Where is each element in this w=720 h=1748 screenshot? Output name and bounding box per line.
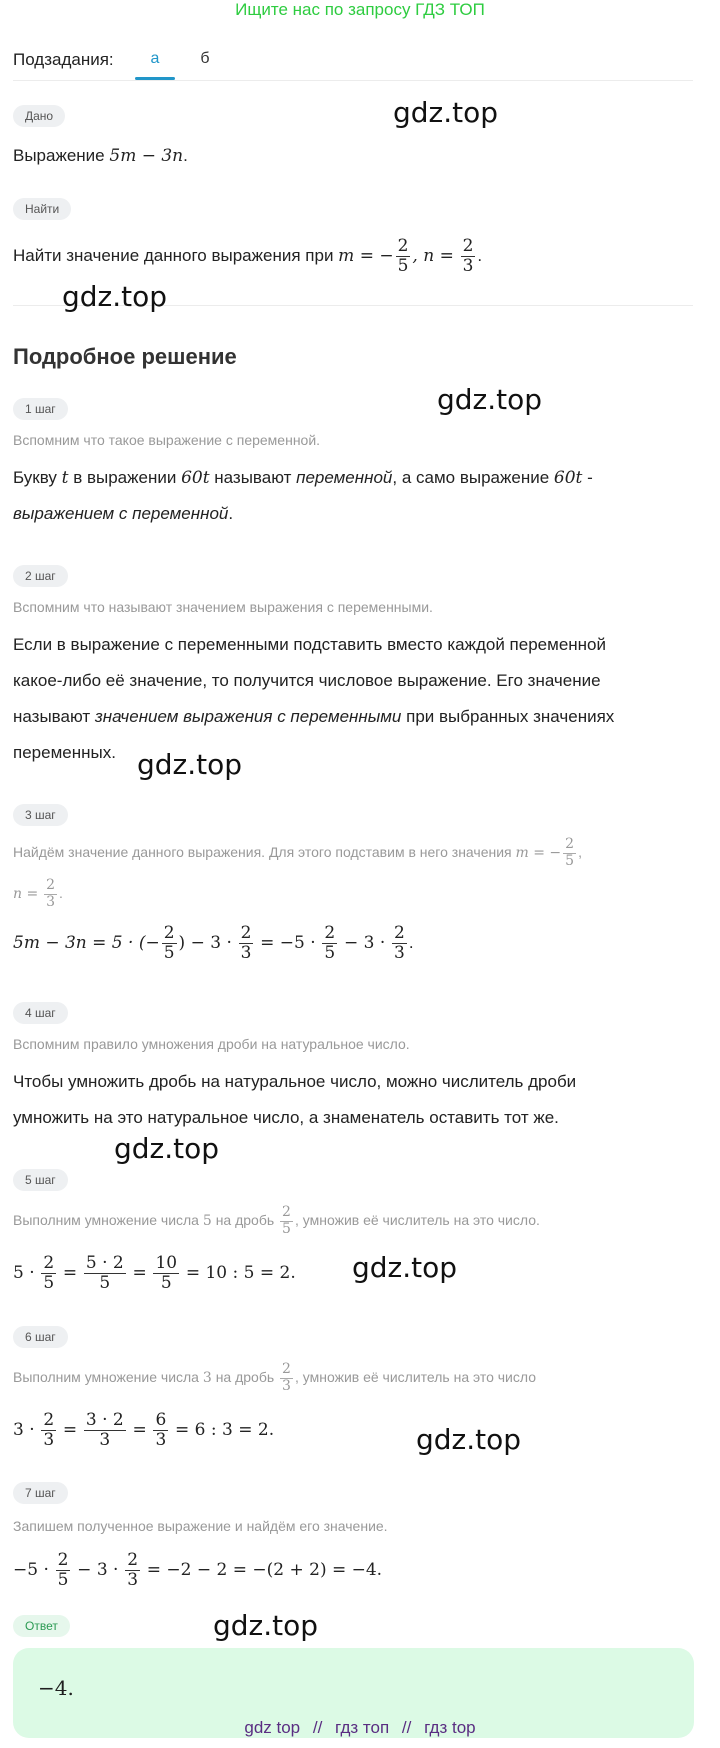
footer-link[interactable]: гдз top	[424, 1718, 476, 1737]
watermark: gdz.top	[437, 383, 543, 416]
step-5-badge: 5 шаг	[13, 1169, 68, 1191]
step-1-hint: Вспомним что такое выражение с переменной.	[13, 432, 321, 448]
divider	[13, 80, 693, 81]
step-1-text: Букву t в выражении 60t называют переменной, а само выражение 60t - выражением с переменной.	[13, 468, 593, 523]
answer-badge: Ответ	[13, 1615, 70, 1637]
step-4-badge: 4 шаг	[13, 1002, 68, 1024]
step-3-formula: 5m − 3n = 5 · (− $\frac{2}{5}$ ) − 3 · $\frac{2}{3}$ = −5 · $\frac{2}{5}$ − 3 · $\frac{2}{3}$ .	[13, 923, 414, 964]
tab-a[interactable]: а	[150, 50, 160, 67]
answer-value: −4.	[38, 1676, 74, 1700]
step-7-badge: 7 шаг	[13, 1482, 68, 1504]
step-5-hint: Выполним умножение числа 5 на дробь $\frac{2}{5}$ , умножив её числитель на это число.	[13, 1204, 540, 1237]
footer-link[interactable]: gdz top	[244, 1718, 301, 1737]
tab-b[interactable]: б	[200, 50, 210, 67]
subtasks-label: Подзадания:	[13, 50, 114, 69]
step-2-hint: Вспомним что называют значением выражения с переменными.	[13, 599, 433, 615]
footer: gdz top // гдз топ // гдз top	[244, 1718, 476, 1737]
watermark: gdz.top	[62, 280, 168, 313]
find-text: Найти значение данного выражения при m = − $\frac{2}{5}$ , n = $\frac{2}{3}$ .	[13, 236, 483, 277]
watermark: gdz.top	[393, 96, 499, 129]
watermark: gdz.top	[416, 1423, 522, 1456]
find-badge: Найти	[13, 198, 71, 220]
step-6-badge: 6 шаг	[13, 1326, 68, 1348]
step-2-badge: 2 шаг	[13, 565, 68, 587]
given-badge: Дано	[13, 105, 65, 127]
solution-title: Подробное решение	[13, 344, 237, 369]
step-4-text: Чтобы умножить дробь на натуральное число, можно числитель дроби умножить на это натуральное число, а знаменатель оставить тот же.	[13, 1072, 577, 1127]
step-6-hint: Выполним умножение числа 3 на дробь $\frac{2}{3}$ , умножив её числитель на это число	[13, 1361, 536, 1394]
footer-link[interactable]: гдз топ	[335, 1718, 390, 1737]
step-3-badge: 3 шаг	[13, 804, 68, 826]
step-4-hint: Вспомним правило умножения дроби на натуральное число.	[13, 1036, 410, 1052]
watermark: gdz.top	[137, 748, 243, 781]
step-5-formula: 5 · $\frac{2}{5}$ = $\frac{5 \cdot 2}{5}$ = $\frac{10}{5}$ = 10 : 5 = 2.	[13, 1253, 296, 1294]
step-3-hint: Найдём значение данного выражения. Для этого подставим в него значения m = − $\frac{2}{5}$ , n = $\frac{2}{3}$ .	[13, 836, 582, 910]
step-2-text: Если в выражение с переменными подставить вместо каждой переменной какое-либо её значение, то получится числовое выражение. Его значение называют значением выражения с переменными при выбранных значениях переменных.	[13, 635, 615, 762]
given-text: Выражение 5m − 3n.	[13, 146, 188, 166]
step-7-hint: Запишем полученное выражение и найдём его значение.	[13, 1518, 388, 1534]
step-1-badge: 1 шаг	[13, 398, 68, 420]
step-7-formula: −5 · $\frac{2}{5}$ − 3 · $\frac{2}{3}$ = −2 − 2 = −(2 + 2) = −4.	[13, 1550, 383, 1591]
watermark: gdz.top	[114, 1132, 220, 1165]
top-banner: Ищите нас по запросу ГДЗ ТОП	[235, 0, 485, 19]
step-6-formula: 3 · $\frac{2}{3}$ = $\frac{3 \cdot 2}{3}$ = $\frac{6}{3}$ = 6 : 3 = 2.	[13, 1410, 275, 1451]
watermark: gdz.top	[213, 1609, 319, 1642]
watermark: gdz.top	[352, 1251, 458, 1284]
